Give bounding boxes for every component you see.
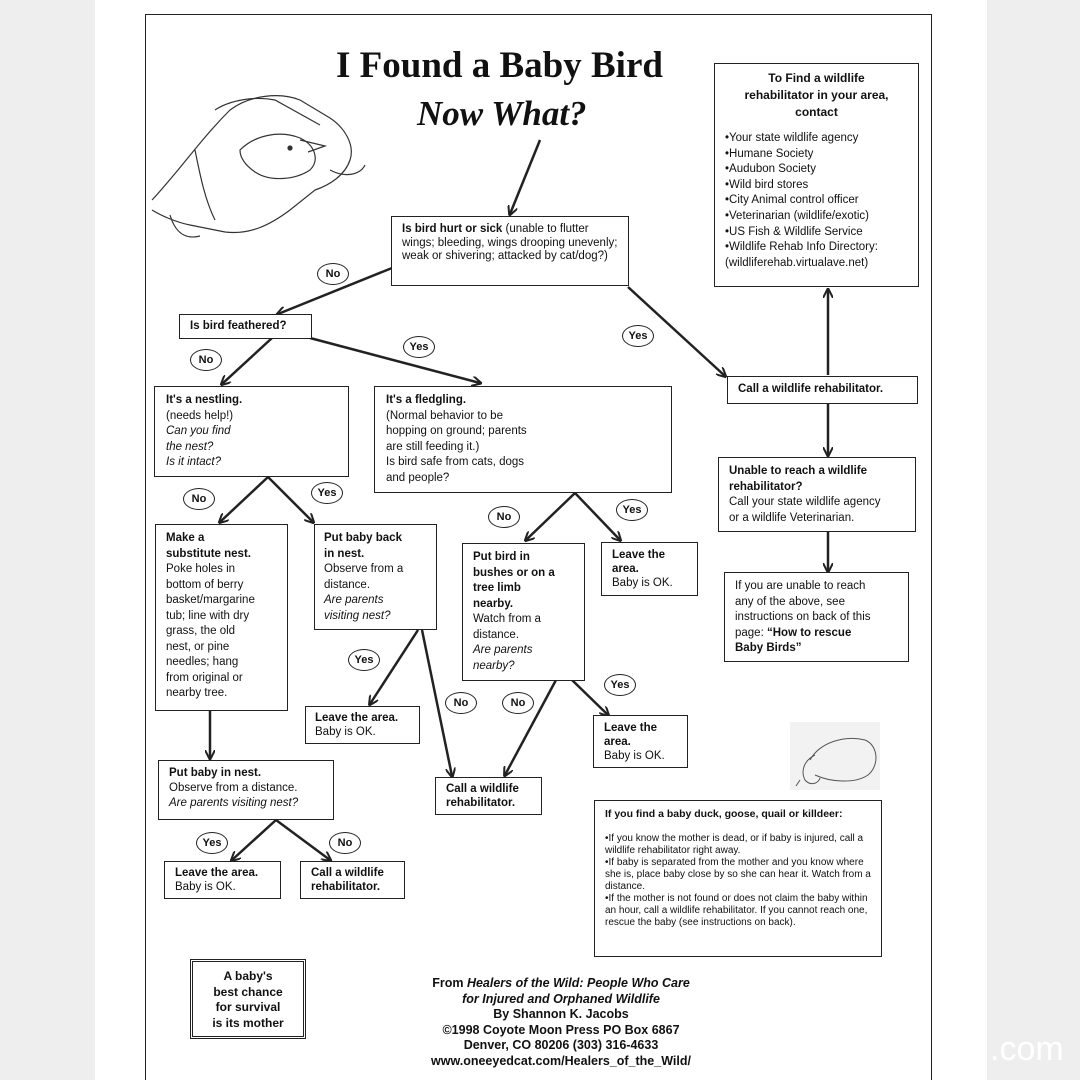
- yes-label: Yes: [196, 832, 228, 854]
- page-subtitle: Now What?: [417, 94, 587, 133]
- leave-area-title: area.: [604, 736, 631, 748]
- fledgling-line: (Normal behavior to be: [386, 409, 503, 422]
- put-back-line: distance.: [324, 578, 371, 591]
- nestling-question: the nest?: [166, 440, 214, 453]
- substitute-line: nest, or pine: [166, 640, 230, 653]
- substitute-title: substitute nest.: [166, 547, 251, 560]
- rehab-contact-item: •Veterinarian (wildlife/exotic): [725, 209, 870, 222]
- mother-line: A baby's: [223, 969, 273, 983]
- fledgling-box: [374, 386, 672, 493]
- unable-to-reach-box: [718, 457, 916, 532]
- rehab-contact-list: [725, 131, 908, 271]
- no-label: No: [488, 506, 520, 528]
- bushes-title: nearby.: [473, 597, 514, 610]
- arrow-putnest-yes: [232, 820, 276, 860]
- bushes-line: distance.: [473, 628, 520, 641]
- yes-label: Yes: [622, 325, 654, 347]
- see-back-line: If you are unable to reach: [735, 580, 866, 592]
- hands-illustration: [152, 96, 365, 237]
- leave-area-title: area.: [612, 563, 639, 575]
- see-back-instructions-box: [724, 572, 909, 662]
- fledgling-line: hopping on ground; parents: [386, 425, 527, 437]
- call-rehab-main-box: [727, 376, 918, 404]
- rehab-contact-item: •City Animal control officer: [725, 194, 859, 207]
- no-label: No: [329, 832, 361, 854]
- yes-label: Yes: [403, 336, 435, 358]
- rehab-contact-item: •US Fish & Wildlife Service: [725, 225, 863, 238]
- call-rehab-text: rehabilitator.: [311, 881, 381, 893]
- duckling-sketch: [790, 722, 880, 790]
- substitute-line: bottom of berry: [166, 578, 244, 591]
- substitute-line: grass, the old: [166, 625, 236, 637]
- yes-label: Yes: [311, 482, 343, 504]
- duck-instruction: •If you know the mother is dead, or if baby is injured, call a wildlife rehabilitator right away.: [605, 833, 864, 856]
- bushes-question: Are parents: [473, 644, 533, 656]
- credit-author: By Shannon K. Jacobs: [493, 1007, 629, 1021]
- yes-label: Yes: [348, 649, 380, 671]
- watermark: .com: [990, 1030, 1064, 1068]
- rehab-contact-item: •Your state wildlife agency: [725, 132, 859, 144]
- rehab-contact-heading: To Find a wildlife: [768, 71, 865, 85]
- rehab-contact-item: •Humane Society: [725, 147, 814, 160]
- arrow-title-to-start: [510, 140, 540, 214]
- substitute-line: tub; line with dry: [166, 609, 250, 622]
- arrow-feathered-no: [222, 338, 272, 384]
- nestling-question: Can you find: [166, 425, 231, 437]
- nestling-box: [154, 386, 349, 477]
- arrow-fledgling-no: [526, 493, 575, 540]
- yes-label: Yes: [616, 499, 648, 521]
- put-back-question: Are parents: [324, 594, 384, 606]
- see-back-bold: Baby Birds”: [735, 642, 802, 654]
- leave-area-text: Baby is OK.: [175, 881, 236, 893]
- call-rehab-text: rehabilitator.: [446, 797, 516, 809]
- no-label: No: [445, 692, 477, 714]
- fledgling-title: It's a fledgling.: [386, 394, 467, 406]
- put-back-box: [314, 524, 437, 630]
- rehab-contact-heading: rehabilitator in your area,: [744, 88, 889, 102]
- no-label: No: [183, 488, 215, 510]
- credit-press: ©1998 Coyote Moon Press PO Box 6867: [442, 1022, 680, 1037]
- unable-title: Unable to reach a wildlife: [729, 465, 868, 477]
- arrow-nestling-no: [220, 477, 268, 522]
- credit-url: www.oneeyedcat.com/Healers_of_the_Wild/: [431, 1053, 691, 1068]
- substitute-line: Poke holes in: [166, 563, 236, 575]
- arrow-bushes-yes: [572, 680, 608, 715]
- yes-label: Yes: [604, 674, 636, 696]
- leave-area-title: Leave the: [604, 722, 658, 734]
- no-label: No: [317, 263, 349, 285]
- leave-area-title: Leave the area.: [315, 712, 399, 724]
- source-credit: [405, 976, 717, 1069]
- fledgling-line: Is bird safe from cats, dogs: [386, 456, 525, 468]
- arrow-fledgling-yes: [575, 493, 620, 540]
- duck-instruction: •If baby is separated from the mother and you know where she is, place baby close by so she can hear it. Watch from a distance.: [605, 857, 871, 892]
- credit-book-title: Healers of the Wild: People Who Care: [466, 976, 690, 990]
- put-in-nest-title: Put baby in nest.: [169, 767, 262, 779]
- put-in-nest-question: Are parents visiting nest?: [169, 797, 299, 809]
- mother-line: best chance: [213, 984, 283, 999]
- nestling-title: It's a nestling.: [166, 394, 243, 406]
- leave-area-box: [164, 861, 281, 899]
- rehab-contact-item: •Wildlife Rehab Info Directory:: [725, 241, 878, 254]
- substitute-line: from original or: [166, 671, 243, 684]
- call-rehab-box: [435, 777, 542, 815]
- duck-goose-box: [594, 800, 882, 957]
- credit-from: From: [432, 976, 467, 990]
- credit-address: Denver, CO 80206 (303) 316-4633: [463, 1038, 659, 1052]
- unable-line: or a wildlife Veterinarian.: [729, 511, 855, 524]
- mother-callout-box: [190, 959, 306, 1039]
- bushes-title: Put bird in: [473, 551, 530, 563]
- arrow-putnest-no: [276, 820, 330, 860]
- mother-line: is its mother: [212, 1015, 284, 1030]
- see-back-bold: “How to rescue: [766, 626, 852, 639]
- start-question-text: (unable to flutter wings; bleeding, wings drooping unevenly; weak or shivering; attacked by cat/dog?): [402, 223, 618, 262]
- bushes-line: Watch from a: [473, 613, 541, 625]
- rehab-contact-item: •Audubon Society: [725, 163, 816, 176]
- rehab-contact-item: (wildliferehab.virtualave.net): [725, 256, 869, 269]
- leave-area-title: Leave the: [612, 549, 666, 561]
- feathered-question-box: [179, 314, 312, 339]
- nestling-question: Is it intact?: [166, 456, 221, 468]
- substitute-line: basket/margarine: [166, 594, 255, 606]
- call-rehab-main-text: Call a wildlife rehabilitator.: [738, 383, 884, 395]
- start-question-box: [391, 216, 629, 286]
- call-rehab-text: Call a wildlife: [446, 783, 519, 795]
- arrow-putback-yes: [370, 630, 418, 704]
- leave-area-box: [305, 706, 420, 744]
- unable-title: rehabilitator?: [729, 480, 803, 493]
- fledgling-line: are still feeding it.): [386, 440, 480, 453]
- rehab-contact-heading: contact: [795, 105, 838, 119]
- credit-book-title: for Injured and Orphaned Wildlife: [462, 991, 660, 1006]
- bushes-question: nearby?: [473, 659, 515, 672]
- leave-area-text: Baby is OK.: [604, 750, 665, 762]
- no-label: No: [502, 692, 534, 714]
- no-label: No: [190, 349, 222, 371]
- put-back-question: visiting nest?: [324, 609, 391, 622]
- bushes-title: bushes or on a: [473, 566, 555, 579]
- leave-area-box: [601, 542, 698, 596]
- substitute-nest-box: [155, 524, 288, 711]
- substitute-title: Make a: [166, 532, 205, 544]
- start-question-bold: Is bird hurt or sick: [402, 223, 503, 235]
- see-back-line: page:: [735, 626, 767, 639]
- put-in-nest-line: Observe from a distance.: [169, 782, 298, 794]
- leave-area-title: Leave the area.: [175, 867, 259, 879]
- substitute-line: nearby tree.: [166, 687, 228, 699]
- leave-area-box: [593, 715, 688, 768]
- bushes-box: [462, 543, 585, 681]
- call-rehab-text: Call a wildlife: [311, 867, 384, 879]
- fledgling-line: and people?: [386, 471, 450, 484]
- put-back-line: Observe from a: [324, 563, 404, 575]
- bushes-title: tree limb: [473, 582, 521, 594]
- feathered-question-text: Is bird feathered?: [190, 320, 287, 332]
- arrow-feathered-yes: [310, 338, 480, 383]
- rehab-contact-box: [714, 63, 919, 287]
- arrow-nestling-yes: [268, 477, 313, 522]
- leave-area-text: Baby is OK.: [315, 726, 376, 738]
- put-in-nest-box: [158, 760, 334, 820]
- unable-line: Call your state wildlife agency: [729, 496, 881, 508]
- nestling-line: (needs help!): [166, 409, 234, 422]
- page-title: I Found a Baby Bird: [336, 45, 663, 86]
- duck-instruction: •If the mother is not found or does not claim the baby within an hour, call a wildlife rehabilitator. If you cannot reach one, rescue the baby (see instructions on back).: [605, 893, 868, 928]
- leave-area-text: Baby is OK.: [612, 577, 673, 589]
- mother-line: for survival: [215, 1000, 281, 1014]
- see-back-line: instructions on back of this: [735, 611, 871, 623]
- call-rehab-box: [300, 861, 405, 899]
- rehab-contact-item: •Wild bird stores: [725, 178, 809, 191]
- put-back-title: in nest.: [324, 547, 365, 560]
- put-back-title: Put baby back: [324, 532, 402, 544]
- see-back-line: any of the above, see: [735, 595, 845, 608]
- duck-heading: If you find a baby duck, goose, quail or killdeer:: [605, 808, 843, 820]
- substitute-line: needles; hang: [166, 656, 239, 668]
